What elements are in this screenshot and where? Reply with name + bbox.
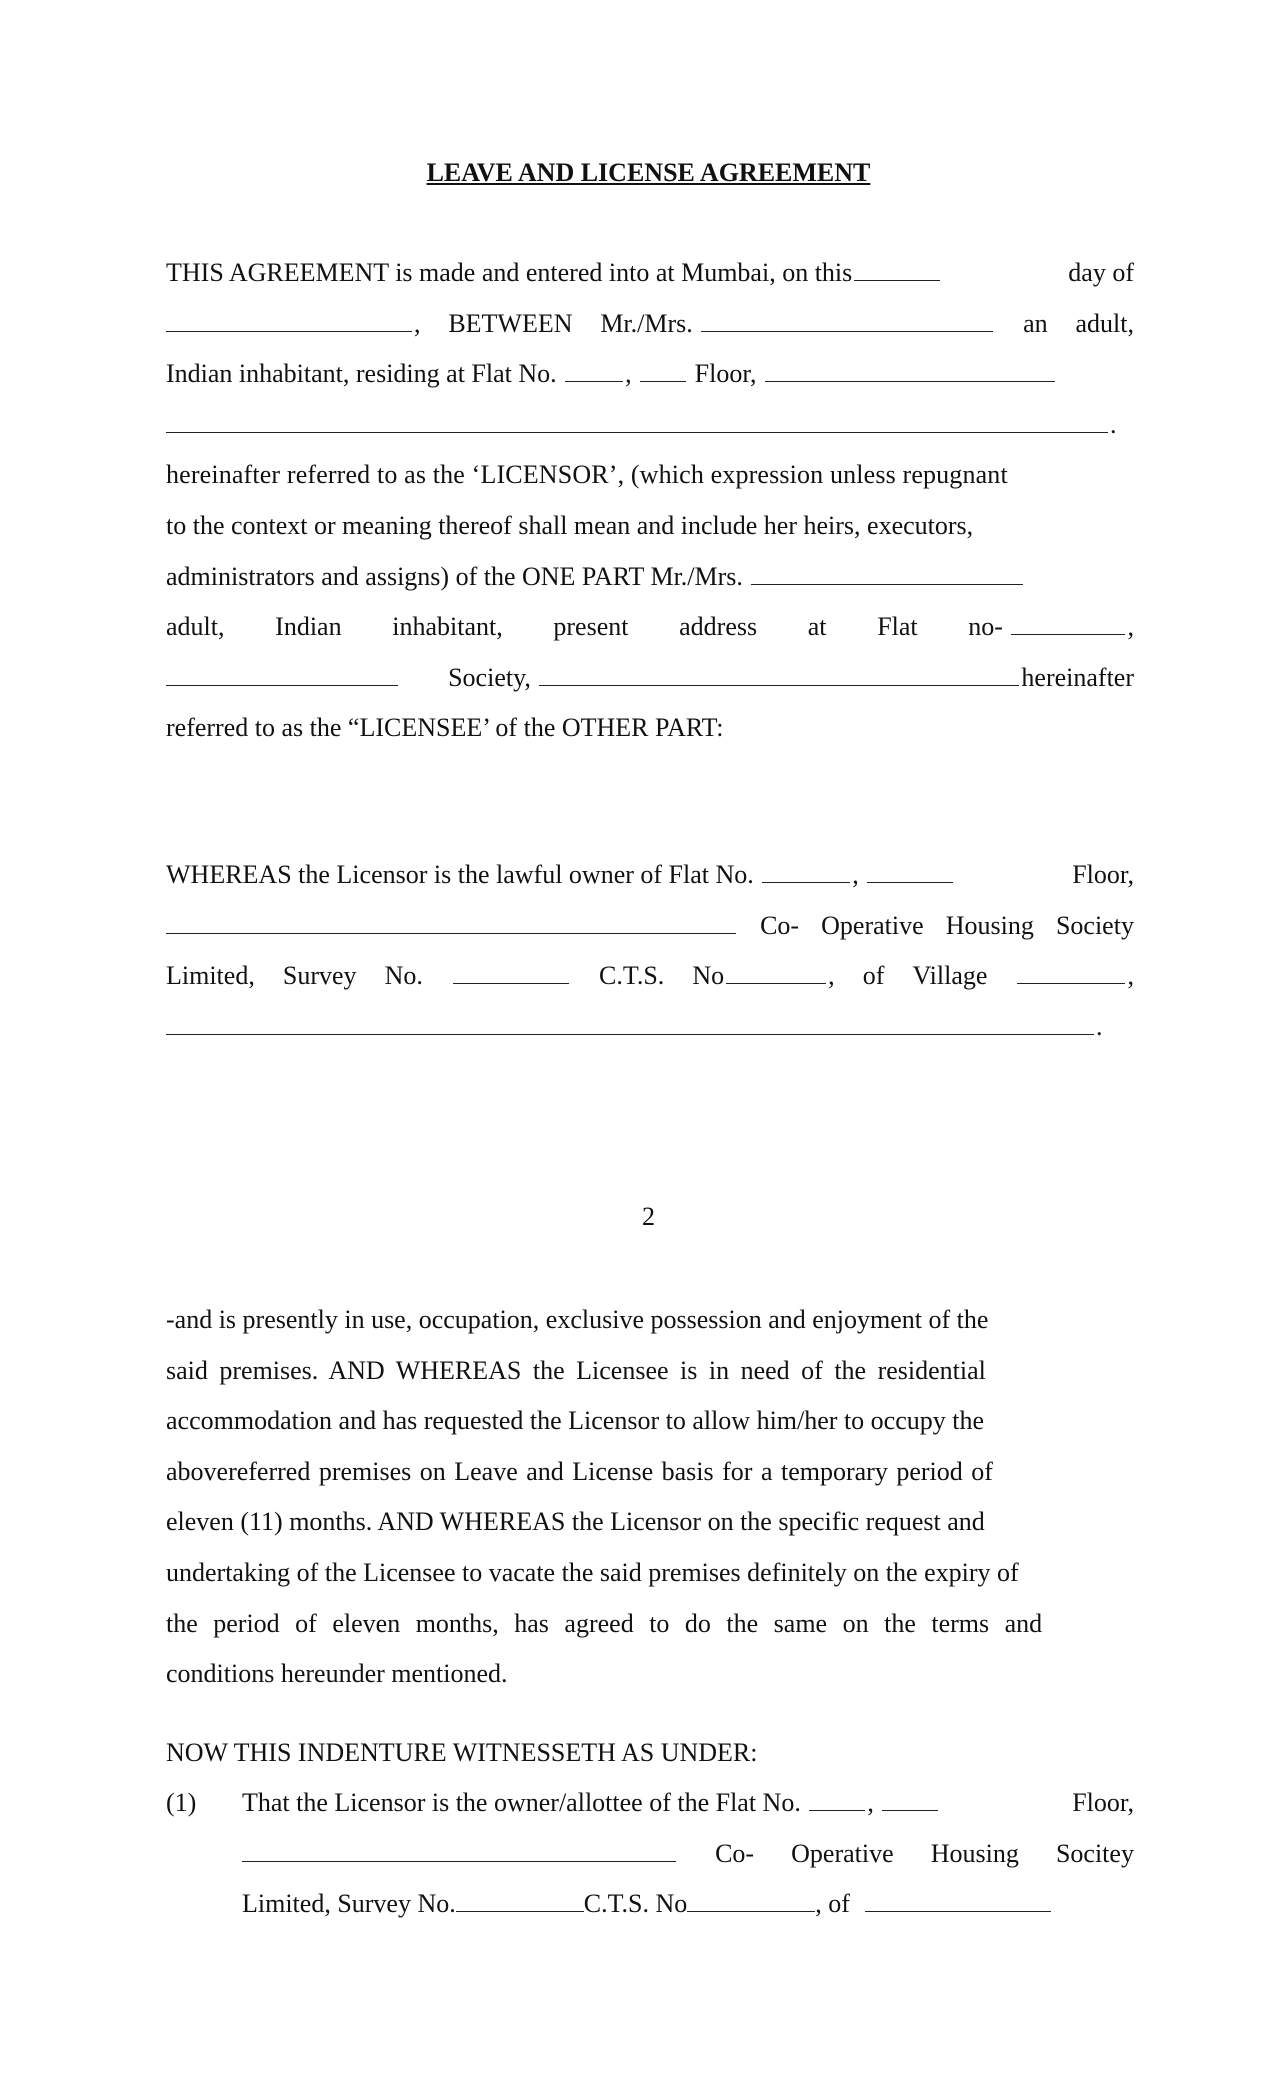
line: Indian inhabitant, residing at Flat No. , Floor, [166,349,1134,400]
licensor-floor-field[interactable] [640,361,686,382]
line: Co- Operative Housing Society [166,901,1134,952]
line: . [166,1002,1134,1053]
line: Limited, Survey No. C.T.S. No , of [242,1879,1134,1930]
line: , BETWEEN Mr./Mrs. an adult, [166,299,1134,350]
line: WHEREAS the Licensor is the lawful owner of Flat No. , Floor, [166,850,1134,901]
line: adult, Indian inhabitant, present address at Flat no- , [166,602,1134,653]
clause-floor-field[interactable] [882,1790,938,1811]
licensee-flat-no-field[interactable] [1011,614,1125,635]
licensor-building-field[interactable] [765,361,1055,382]
line: abovereferred premises on Leave and License basis for a temporary period of [166,1456,993,1486]
parties-paragraph [166,248,1134,754]
witnesseth-heading [166,1728,1134,1779]
line: accommodation and has requested the Licensor to allow him/her to occupy the [166,1406,985,1436]
line: Co- Operative Housing Socitey [242,1829,1134,1880]
line: Limited, Survey No. C.T.S. No , of Village , [166,951,1134,1002]
survey-no-field[interactable] [453,963,569,984]
cts-no-field[interactable] [726,963,826,984]
licensee-name-field[interactable] [751,564,1023,585]
premises-paragraph [166,1295,1134,1700]
clause-number: (1) [166,1788,197,1817]
licensor-flat-no-field[interactable] [565,361,623,382]
whereas-paragraph [166,850,1134,1052]
page-number: 2 [642,1202,655,1231]
line: said premises. AND WHEREAS the Licensee is in need of the residential [166,1355,986,1385]
line: hereinafter referred to as the ‘LICENSOR’, (which expression unless repugnant [166,460,1008,490]
clause-body [242,1778,1134,1930]
line: eleven (11) months. AND WHEREAS the Licensor on the specific request and [166,1507,985,1537]
clause-cts-no-field[interactable] [687,1891,815,1912]
document-title: LEAVE AND LICENSE AGREEMENT [426,158,871,187]
line: NOW THIS INDENTURE WITNESSETH AS UNDER: [166,1738,758,1767]
line: referred to as the “LICENSEE’ of the OTHER PART: [166,713,724,743]
clause-village-field[interactable] [865,1891,1051,1912]
line: -and is presently in use, occupation, exclusive possession and enjoyment of the [166,1305,989,1334]
line: Society, hereinafter [166,653,1134,704]
line: undertaking of the Licensee to vacate the said premises definitely on the expiry of [166,1557,1019,1587]
licensor-address-field[interactable] [166,412,1108,433]
licensee-building-field[interactable] [166,665,398,686]
day-field[interactable] [854,260,940,281]
line: That the Licensor is the owner/allottee of the Flat No. , Floor, [242,1778,1134,1829]
owned-flat-no-field[interactable] [762,862,850,883]
line: . [166,400,1134,451]
owned-society-name-field[interactable] [166,913,736,934]
line: THIS AGREEMENT is made and entered into at Mumbai, on this day of [166,248,1134,299]
line: conditions hereunder mentioned. [166,1659,508,1689]
line: administrators and assigns) of the ONE PART Mr./Mrs. [166,552,1134,603]
month-year-field[interactable] [166,311,412,332]
licensor-name-field[interactable] [701,311,993,332]
clause-survey-no-field[interactable] [456,1891,584,1912]
owned-floor-field[interactable] [867,862,953,883]
village-field[interactable] [1017,963,1125,984]
village-address-field[interactable] [166,1014,1094,1035]
licensee-society-field[interactable] [539,665,1019,686]
line: the period of eleven months, has agreed to do the same on the terms and [166,1608,1043,1638]
clause-society-name-field[interactable] [242,1841,676,1862]
clause-flat-no-field[interactable] [809,1790,865,1811]
line: to the context or meaning thereof shall mean and include her heirs, executors, [166,510,974,540]
